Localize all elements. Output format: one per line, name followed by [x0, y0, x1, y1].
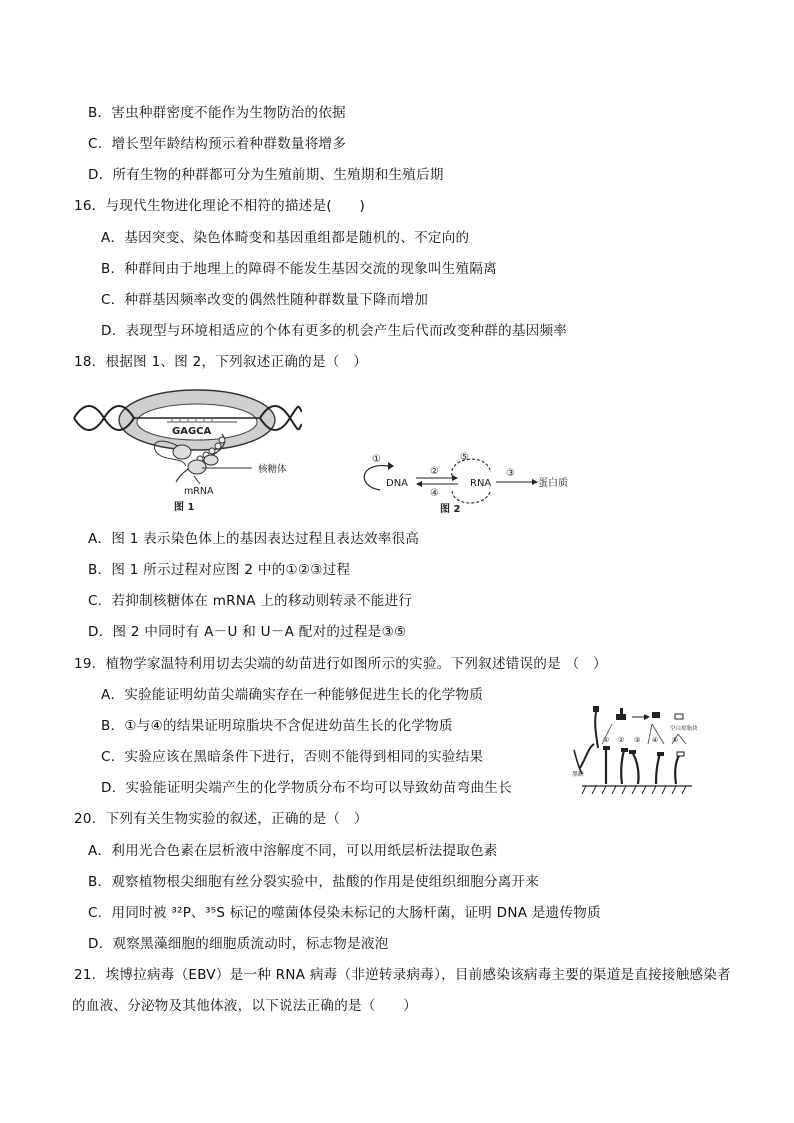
q16-option-b: B．种群间由于地理上的障碍不能发生基因交流的现象叫生殖隔离 — [101, 261, 497, 277]
q18-fig2-n4: ④ — [430, 488, 439, 499]
q18-option-a: A．图 1 表示染色体上的基因表达过程且表达效率很高 — [88, 531, 420, 547]
q18-fig2-n1: ① — [372, 454, 381, 465]
q19-fig-n4: ④ — [652, 736, 659, 744]
q20-option-b: B．观察植物根尖细胞有丝分裂实验中，盐酸的作用是使组织细胞分离开来 — [88, 874, 540, 890]
q19-option-b: B．①与④的结果证明琼脂块不含促进幼苗生长的化学物质 — [101, 718, 453, 734]
q19-option-a: A．实验能证明幼苗尖端确实存在一种能够促进生长的化学物质 — [101, 687, 484, 703]
q19-figure — [572, 704, 702, 799]
q16-option-c: C．种群基因频率改变的偶然性随种群数量下降而增加 — [101, 292, 429, 308]
q18-fig2-n5: ⑤ — [460, 452, 469, 463]
q20-option-d: D．观察黑藻细胞的细胞质流动时，标志物是液泡 — [88, 936, 389, 952]
q18-fig2-n2: ② — [430, 466, 439, 477]
q21-stem-line-1: 21．埃博拉病毒（EBV）是一种 RNA 病毒（非逆转录病毒），目前感染该病毒主要的渠道是直接接触感染者 — [74, 967, 731, 983]
q18-fig1-mrna-label: mRNA — [184, 486, 214, 497]
q19-option-d: D．实验能证明尖端产生的化学物质分布不均可以导致幼苗弯曲生长 — [101, 780, 512, 796]
q18-fig2-caption: 图 2 — [440, 504, 461, 515]
q18-fig2-n3: ③ — [506, 468, 515, 479]
q19-fig-blank-block-label: 空白琼脂块 — [670, 726, 698, 732]
q20-option-a: A．利用光合色素在层析液中溶解度不同，可以用纸层析法提取色素 — [88, 843, 498, 859]
q19-fig-n1: ① — [603, 736, 610, 744]
q18-fig2-dna: DNA — [386, 478, 409, 489]
q19-option-c: C．实验应该在黑暗条件下进行，否则不能得到相同的实验结果 — [101, 749, 484, 765]
q18-fig1-caption: 图 1 — [174, 502, 195, 513]
q18-fig1-sequence: GAGCA — [172, 426, 212, 437]
q18-fig2-protein: 蛋白质 — [538, 478, 568, 489]
q19-fig-n5: ⑤ — [672, 736, 679, 744]
q18-option-c: C．若抑制核糖体在 mRNA 上的移动则转录不能进行 — [88, 593, 413, 609]
q20-option-c: C．用同时被 ³²P、³⁵S 标记的噬菌体侵染未标记的大肠杆菌，证明 DNA 是遗传物质 — [88, 905, 601, 921]
q18-option-b: B．图 1 所示过程对应图 2 中的①②③过程 — [88, 562, 351, 578]
q18-fig2-rna: RNA — [470, 478, 492, 489]
q15-option-b: B．害虫种群密度不能作为生物防治的依据 — [88, 105, 346, 121]
q18-figure-1 — [72, 386, 302, 516]
q18-fig1-ribosome-label: 核糖体 — [258, 464, 287, 475]
q20-stem: 20．下列有关生物实验的叙述，正确的是（ ） — [74, 811, 368, 827]
q15-option-d: D．所有生物的种群都可分为生殖前期、生殖期和生殖后期 — [88, 167, 444, 183]
q16-option-a: A．基因突变、染色体畸变和基因重组都是随机的、不定向的 — [101, 230, 470, 246]
q18-figure-2 — [352, 446, 572, 516]
q19-fig-n2: ② — [618, 736, 625, 744]
q18-stem: 18．根据图 1、图 2，下列叙述正确的是（ ） — [74, 354, 368, 370]
q19-fig-dark-label: 黑暗 — [572, 771, 585, 778]
q19-stem: 19．植物学家温特利用切去尖端的幼苗进行如图所示的实验。下列叙述错误的是 （ ） — [74, 656, 607, 672]
q18-option-d: D．图 2 中同时有 A－U 和 U－A 配对的过程是③⑤ — [88, 624, 407, 640]
q19-fig-n3: ③ — [634, 736, 641, 744]
q21-stem-line-2: 的血液、分泌物及其他体液，以下说法正确的是（ ） — [72, 998, 417, 1014]
q16-stem: 16．与现代生物进化理论不相符的描述是( ) — [74, 198, 366, 214]
q16-option-d: D．表现型与环境相适应的个体有更多的机会产生后代而改变种群的基因频率 — [101, 323, 568, 339]
q15-option-c: C．增长型年龄结构预示着种群数量将增多 — [88, 136, 347, 152]
